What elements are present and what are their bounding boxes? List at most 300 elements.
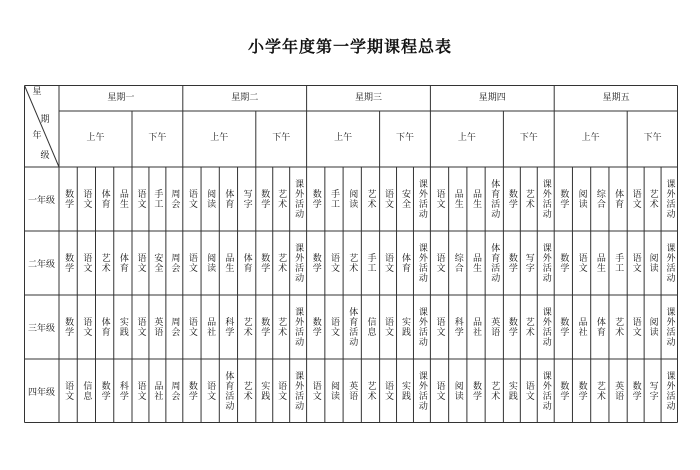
course-name: 艺术 (365, 189, 376, 209)
course-name: 实践 (399, 381, 410, 401)
course-cell (537, 359, 554, 423)
course-cell (325, 295, 343, 359)
course-cell (238, 231, 256, 295)
course-cell (219, 231, 237, 295)
course-name: 语文 (135, 189, 146, 209)
course-name: 课外活动 (540, 371, 551, 411)
course-cell (591, 295, 609, 359)
grade-label: 一年级 (27, 195, 55, 206)
course-name: 体育活动 (223, 371, 234, 411)
course-cell (361, 167, 379, 231)
course-cell (644, 231, 661, 295)
course-name: 语文 (205, 381, 216, 401)
course-name: 周会 (169, 253, 180, 273)
course-cell (238, 295, 256, 359)
course-name: 语文 (630, 317, 641, 337)
course-cell (325, 231, 343, 295)
course-name: 信息 (365, 317, 376, 337)
course-cell (59, 295, 77, 359)
course-name: 写字 (647, 381, 658, 401)
course-name: 艺术 (523, 189, 534, 209)
course-name: 课外活动 (416, 179, 427, 219)
course-name: 英语 (489, 317, 500, 337)
course-name: 数学 (558, 317, 569, 337)
course-cell (77, 359, 95, 423)
course-name: 体育 (223, 189, 234, 209)
course-cell (96, 359, 114, 423)
course-name: 语文 (383, 189, 394, 209)
course-cell (485, 359, 503, 423)
course-cell (343, 295, 361, 359)
course-cell (290, 167, 307, 231)
course-name: 实践 (117, 317, 128, 337)
course-cell (307, 295, 325, 359)
course-name: 课外活动 (293, 179, 304, 219)
course-name: 数学 (506, 189, 517, 209)
am-header: 上午 (581, 133, 600, 143)
course-name: 课外活动 (416, 371, 427, 411)
course-name: 体育 (99, 189, 110, 209)
course-name: 阅读 (205, 189, 216, 209)
course-name: 体育 (594, 317, 605, 337)
course-name: 综合 (452, 253, 463, 273)
course-cell (256, 295, 273, 359)
course-cell (520, 359, 537, 423)
course-name: 数学 (506, 253, 517, 273)
course-name: 课外活动 (416, 307, 427, 347)
course-name: 写字 (241, 189, 252, 209)
course-name: 品生 (117, 189, 128, 209)
course-name: 课外活动 (664, 371, 675, 411)
course-cell (183, 359, 201, 423)
course-cell (96, 231, 114, 295)
course-name: 课外活动 (540, 179, 551, 219)
day-header: 星期四 (478, 93, 506, 103)
day-header: 星期二 (231, 93, 259, 103)
course-name: 艺术 (347, 253, 358, 273)
course-cell (219, 359, 237, 423)
course-cell (290, 295, 307, 359)
course-cell (609, 167, 627, 231)
course-name: 课外活动 (293, 243, 304, 283)
course-name: 数学 (576, 381, 587, 401)
course-name: 数学 (506, 317, 517, 337)
course-cell (290, 231, 307, 295)
course-name: 数学 (186, 381, 197, 401)
pm-header: 下午 (519, 133, 538, 143)
course-name: 写字 (523, 253, 534, 273)
pm-header: 下午 (272, 133, 291, 143)
course-cell (149, 359, 166, 423)
course-cell (485, 295, 503, 359)
course-cell (572, 231, 590, 295)
corner-char-nian: 年 (32, 131, 42, 141)
course-name: 周会 (169, 189, 180, 209)
course-name: 科学 (452, 317, 463, 337)
course-name: 艺术 (99, 253, 110, 273)
course-name: 语文 (434, 253, 445, 273)
am-header: 上午 (86, 133, 105, 143)
course-name: 体育 (613, 189, 624, 209)
grade-label: 二年级 (27, 259, 55, 270)
course-cell (96, 167, 114, 231)
course-cell (273, 359, 290, 423)
course-name: 阅读 (205, 253, 216, 273)
course-cell (413, 167, 430, 231)
course-cell (77, 167, 95, 231)
course-cell (166, 167, 183, 231)
course-cell (201, 359, 219, 423)
course-cell (627, 231, 644, 295)
course-cell (449, 359, 467, 423)
course-cell (430, 231, 448, 295)
course-cell (380, 167, 397, 231)
course-cell (380, 295, 397, 359)
course-cell (361, 359, 379, 423)
course-name: 体育 (399, 253, 410, 273)
course-name: 语文 (434, 189, 445, 209)
course-name: 阅读 (647, 253, 658, 273)
course-cell (132, 295, 149, 359)
course-name: 课外活动 (293, 371, 304, 411)
course-cell (183, 295, 201, 359)
course-name: 周会 (169, 381, 180, 401)
course-name: 体育活动 (489, 179, 500, 219)
course-name: 语文 (523, 381, 534, 401)
corner-char-ji: 级 (40, 151, 50, 161)
course-cell (591, 359, 609, 423)
course-name: 语文 (630, 253, 641, 273)
course-name: 科学 (223, 317, 234, 337)
course-name: 语文 (81, 317, 92, 337)
course-name: 艺术 (594, 381, 605, 401)
course-cell (485, 167, 503, 231)
course-cell (661, 231, 678, 295)
course-cell (644, 359, 661, 423)
course-name: 语文 (328, 253, 339, 273)
course-cell (413, 231, 430, 295)
course-name: 体育 (99, 317, 110, 337)
course-cell (238, 359, 256, 423)
course-cell (572, 167, 590, 231)
schedule-table (24, 85, 678, 423)
course-cell (307, 167, 325, 231)
course-cell (627, 167, 644, 231)
course-name: 艺术 (276, 189, 287, 209)
course-cell (627, 359, 644, 423)
page-title: 小学年度第一学期课程总表 (247, 37, 452, 56)
course-cell (467, 167, 485, 231)
course-cell (256, 359, 273, 423)
course-cell (77, 295, 95, 359)
course-cell (114, 167, 132, 231)
course-name: 综合 (594, 189, 605, 209)
course-name: 实践 (506, 381, 517, 401)
course-cell (537, 167, 554, 231)
course-name: 数学 (259, 253, 270, 273)
course-name: 数学 (259, 189, 270, 209)
course-name: 语文 (434, 317, 445, 337)
course-name: 数学 (310, 253, 321, 273)
course-cell (59, 231, 77, 295)
course-cell (503, 167, 520, 231)
course-cell (554, 295, 572, 359)
course-cell (325, 167, 343, 231)
course-cell (183, 231, 201, 295)
course-name: 体育 (241, 253, 252, 273)
course-name: 语文 (434, 381, 445, 401)
course-name: 实践 (399, 317, 410, 337)
course-name: 语文 (186, 189, 197, 209)
course-name: 实践 (259, 381, 270, 401)
course-name: 艺术 (489, 381, 500, 401)
course-name: 信息 (81, 381, 92, 401)
course-cell (449, 295, 467, 359)
course-name: 品社 (205, 317, 216, 337)
course-cell (503, 359, 520, 423)
course-cell (609, 295, 627, 359)
course-cell (132, 359, 149, 423)
course-name: 数学 (63, 317, 74, 337)
course-cell (219, 295, 237, 359)
course-name: 数学 (558, 189, 569, 209)
course-name: 数学 (259, 317, 270, 337)
course-cell (397, 359, 414, 423)
course-name: 数学 (630, 381, 641, 401)
course-cell (520, 295, 537, 359)
course-name: 语文 (186, 253, 197, 273)
course-cell (166, 295, 183, 359)
course-name: 数学 (558, 253, 569, 273)
course-cell (114, 231, 132, 295)
course-cell (273, 167, 290, 231)
course-cell (572, 295, 590, 359)
course-cell (256, 167, 273, 231)
course-name: 品生 (594, 253, 605, 273)
course-name: 品社 (576, 317, 587, 337)
course-cell (520, 167, 537, 231)
course-cell (537, 231, 554, 295)
course-cell (149, 295, 166, 359)
course-name: 语文 (630, 189, 641, 209)
course-cell (520, 231, 537, 295)
day-header: 星期五 (602, 93, 630, 103)
course-name: 语文 (576, 253, 587, 273)
course-name: 语文 (186, 317, 197, 337)
course-cell (397, 295, 414, 359)
pm-header: 下午 (643, 133, 662, 143)
course-name: 手工 (365, 253, 376, 273)
day-header: 星期一 (107, 93, 135, 103)
course-name: 阅读 (576, 189, 587, 209)
course-cell (238, 167, 256, 231)
course-name: 品生 (471, 253, 482, 273)
course-name: 语文 (81, 253, 92, 273)
course-cell (77, 231, 95, 295)
course-name: 语文 (383, 381, 394, 401)
course-cell (273, 295, 290, 359)
course-cell (59, 359, 77, 423)
am-header: 上午 (457, 133, 476, 143)
course-name: 体育活动 (489, 243, 500, 283)
course-cell (554, 167, 572, 231)
course-name: 阅读 (452, 381, 463, 401)
course-name: 品社 (152, 381, 163, 401)
course-name: 体育活动 (347, 307, 358, 347)
course-cell (591, 231, 609, 295)
course-cell (380, 231, 397, 295)
course-name: 手工 (152, 189, 163, 209)
course-name: 数学 (558, 381, 569, 401)
course-cell (644, 295, 661, 359)
course-name: 语文 (328, 317, 339, 337)
course-name: 科学 (117, 381, 128, 401)
course-cell (307, 231, 325, 295)
course-name: 课外活动 (664, 243, 675, 283)
am-header: 上午 (334, 133, 353, 143)
course-name: 品生 (452, 189, 463, 209)
course-cell (343, 359, 361, 423)
course-name: 语文 (63, 381, 74, 401)
corner-char-xing: 星 (32, 87, 42, 97)
course-name: 语文 (276, 381, 287, 401)
course-name: 语文 (135, 317, 146, 337)
course-name: 艺术 (276, 317, 287, 337)
course-cell (343, 167, 361, 231)
day-header: 星期三 (354, 93, 382, 103)
course-cell (554, 359, 572, 423)
course-cell (503, 231, 520, 295)
course-cell (114, 359, 132, 423)
course-name: 语文 (310, 381, 321, 401)
course-name: 品生 (223, 253, 234, 273)
course-cell (591, 167, 609, 231)
course-cell (661, 167, 678, 231)
course-name: 课外活动 (293, 307, 304, 347)
course-name: 课外活动 (664, 307, 675, 347)
course-cell (132, 167, 149, 231)
course-cell (627, 295, 644, 359)
course-cell (397, 167, 414, 231)
course-cell (273, 231, 290, 295)
course-name: 英语 (152, 317, 163, 337)
course-cell (219, 167, 237, 231)
course-cell (449, 167, 467, 231)
course-cell (149, 231, 166, 295)
course-cell (503, 295, 520, 359)
course-name: 阅读 (647, 317, 658, 337)
course-name: 语文 (135, 253, 146, 273)
course-name: 艺术 (613, 317, 624, 337)
course-cell (201, 167, 219, 231)
course-cell (166, 231, 183, 295)
course-name: 课外活动 (416, 243, 427, 283)
course-name: 英语 (347, 381, 358, 401)
course-cell (325, 359, 343, 423)
pm-header: 下午 (148, 133, 167, 143)
course-cell (449, 231, 467, 295)
course-cell (59, 167, 77, 231)
course-name: 数学 (310, 189, 321, 209)
grade-label: 三年级 (27, 323, 55, 334)
course-name: 手工 (613, 253, 624, 273)
course-cell (397, 231, 414, 295)
course-cell (290, 359, 307, 423)
course-name: 艺术 (241, 381, 252, 401)
course-cell (572, 359, 590, 423)
course-name: 数学 (63, 189, 74, 209)
am-header: 上午 (210, 133, 229, 143)
course-name: 周会 (169, 317, 180, 337)
course-cell (485, 231, 503, 295)
course-name: 安全 (399, 189, 410, 209)
course-name: 艺术 (523, 317, 534, 337)
course-cell (256, 231, 273, 295)
course-cell (609, 231, 627, 295)
course-cell (644, 167, 661, 231)
course-cell (661, 295, 678, 359)
course-cell (201, 231, 219, 295)
course-name: 数学 (310, 317, 321, 337)
course-name: 数学 (471, 381, 482, 401)
course-name: 数学 (99, 381, 110, 401)
course-cell (96, 295, 114, 359)
course-name: 语文 (81, 189, 92, 209)
course-name: 语文 (383, 253, 394, 273)
course-cell (343, 231, 361, 295)
course-cell (430, 359, 448, 423)
course-name: 阅读 (328, 381, 339, 401)
course-name: 安全 (152, 253, 163, 273)
course-name: 数学 (63, 253, 74, 273)
course-cell (467, 231, 485, 295)
course-cell (380, 359, 397, 423)
course-cell (307, 359, 325, 423)
course-cell (661, 359, 678, 423)
course-name: 阅读 (347, 189, 358, 209)
course-name: 品生 (471, 189, 482, 209)
course-name: 艺术 (276, 253, 287, 273)
course-cell (467, 295, 485, 359)
course-name: 手工 (328, 189, 339, 209)
course-cell (413, 295, 430, 359)
course-cell (609, 359, 627, 423)
course-name: 语文 (135, 381, 146, 401)
course-cell (361, 295, 379, 359)
course-cell (166, 359, 183, 423)
course-cell (467, 359, 485, 423)
pm-header: 下午 (395, 133, 414, 143)
course-name: 课外活动 (664, 179, 675, 219)
course-name: 课外活动 (540, 243, 551, 283)
course-cell (149, 167, 166, 231)
corner-char-qi: 期 (40, 115, 50, 125)
course-cell (183, 167, 201, 231)
course-name: 艺术 (365, 381, 376, 401)
course-cell (132, 231, 149, 295)
course-name: 语文 (383, 317, 394, 337)
course-name: 艺术 (241, 317, 252, 337)
course-cell (537, 295, 554, 359)
course-name: 体育 (117, 253, 128, 273)
course-cell (413, 359, 430, 423)
course-name: 课外活动 (540, 307, 551, 347)
grade-label: 四年级 (27, 387, 55, 398)
course-cell (430, 167, 448, 231)
course-name: 品社 (471, 317, 482, 337)
course-cell (361, 231, 379, 295)
course-cell (430, 295, 448, 359)
